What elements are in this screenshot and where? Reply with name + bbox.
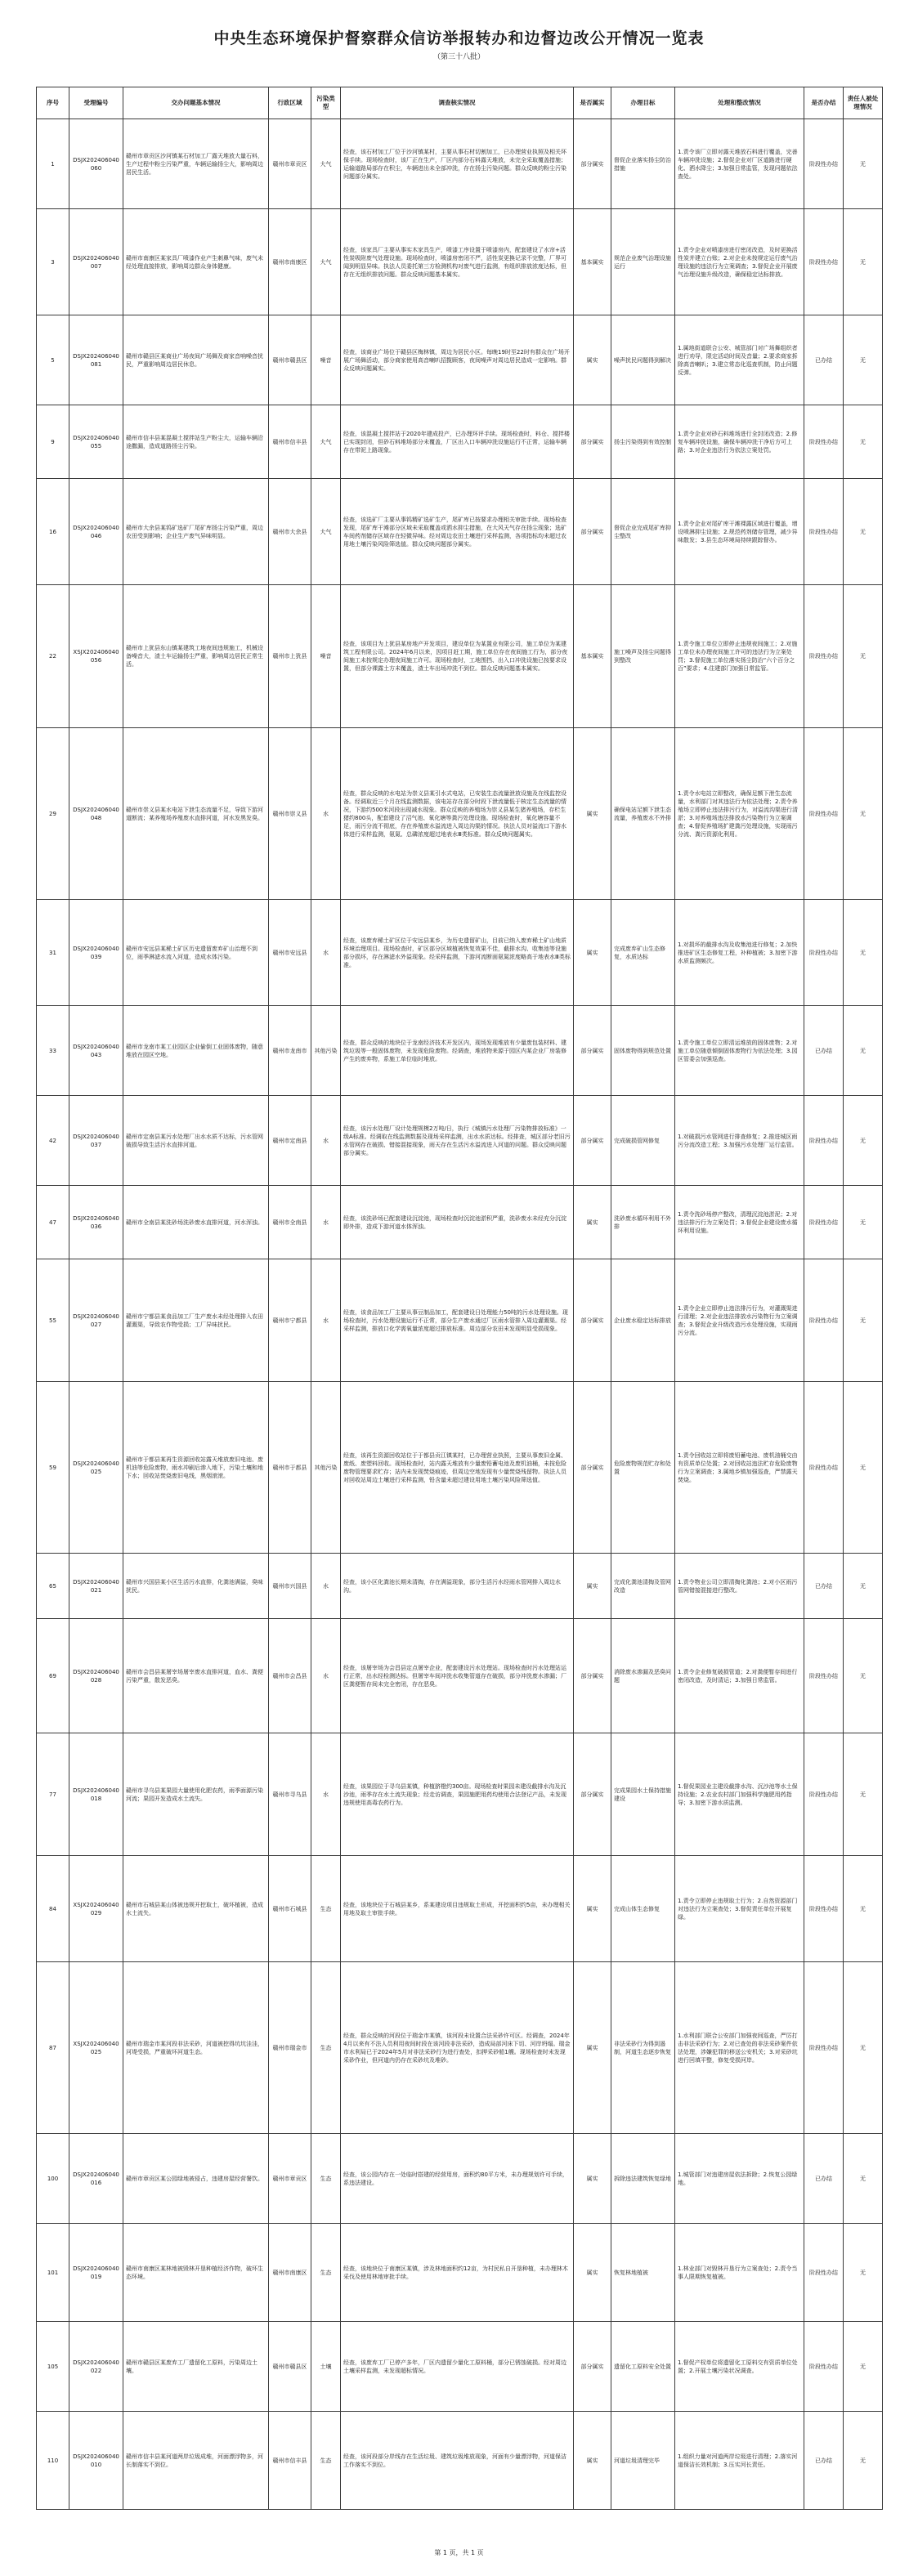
cell-administrative-region: 赣州市章贡区 <box>269 2134 311 2224</box>
cell-rectification-measures: 1.督促果园业主建设截排水沟、沉沙池等水土保持设施；2.农业农村部门加强科学施肥用药指导；3.加密下游水质监测。 <box>675 1733 804 1856</box>
cell-complaint-summary: 赣州市于都县某再生资源回收站露天堆放废旧电池、废机油等危险废物，雨水冲刷后渗入地下，污染土壤和地下水；回收站焚烧废旧电线，黑烟滚滚。 <box>123 1382 269 1554</box>
header-rectification-measures: 处理和整改情况 <box>675 87 804 119</box>
cell-receipt-number: DSJX202406040081 <box>69 315 123 405</box>
cell-administrative-region: 赣州市石城县 <box>269 1856 311 1962</box>
cell-complaint-summary: 赣州市兴国县某小区生活污水直排，化粪池满溢，臭味扰民。 <box>123 1554 269 1619</box>
cell-complaint-summary: 赣州市龙南市某工业园区企业偷倒工业固体废物，随意堆放在园区空地。 <box>123 1006 269 1096</box>
cell-administrative-region: 赣州市上犹县 <box>269 585 311 728</box>
cell-administrative-region: 赣州市会昌县 <box>269 1619 311 1733</box>
cell-verification-result: 属实 <box>574 1962 611 2134</box>
cell-rectification-measures: 1.督促产权单位将遗留化工原料交有资质单位处置；2.开展土壤污染状况调查。 <box>675 2322 804 2412</box>
cell-handling-goal: 非法采砂行为得到遏制，河道生态逐步恢复 <box>611 1962 675 2134</box>
cell-receipt-number: XSJX202406040025 <box>69 1962 123 2134</box>
cell-completion-status: 阶段性办结 <box>804 1962 844 2134</box>
cell-verification-result: 属实 <box>574 900 611 1006</box>
cell-accountability: 无 <box>844 1733 883 1856</box>
cell-accountability: 无 <box>844 119 883 209</box>
cell-complaint-summary: 赣州市南康区某家具厂喷漆作业产生刺鼻气味，废气未经处理直接排放，影响周边群众身体健康。 <box>123 209 269 315</box>
cell-complaint-summary: 赣州市信丰县某混凝土搅拌站生产粉尘大，运输车辆沿途撒漏，造成道路扬尘污染。 <box>123 405 269 479</box>
cell-investigation-findings: 经查，该再生资源回收站位于于都县贡江镇某村，已办理营业执照，主要从事废旧金属、废纸、废塑料回收。现场检查时，站内露天堆放有少量废铅蓄电池及废机油桶，未按危险废物管理要求贮存；站内未发现焚烧痕迹，但周边空地发现有少量焚烧残留物。执法人员对回收站周边土壤进行采样监测，铅含量未超过建设用地土壤污染风险筛选值。 <box>341 1382 574 1554</box>
cell-administrative-region: 赣州市于都县 <box>269 1382 311 1554</box>
cell-handling-goal: 完成果园水土保持措施建设 <box>611 1733 675 1856</box>
cell-completion-status: 阶段性办结 <box>804 405 844 479</box>
table-row <box>37 1259 883 1382</box>
cell-investigation-findings: 经查，该小区化粪池长期未清掏，存在满溢现象，部分生活污水经雨水管网排入周边水沟。 <box>341 1554 574 1619</box>
cell-complaint-summary: 赣州市崇义县某水电站下泄生态流量不足，导致下游河道断流；某养殖场养殖废水直排河道，河水发黑发臭。 <box>123 728 269 900</box>
page-footer: 第 1 页，共 1 页 <box>434 2549 484 2556</box>
cell-rectification-measures: 1.水利部门联合公安部门加强夜间巡查，严厉打击非法采砂行为；2.对已查处的非法采砂案件依法处理，涉嫌犯罪的移送公安机关；3.对采砂坑进行回填平整，修复受损河岸。 <box>675 1962 804 2134</box>
cell-accountability: 无 <box>844 2224 883 2322</box>
cell-serial-number: 1 <box>37 119 69 209</box>
cell-receipt-number: DSJX202406040025 <box>69 1382 123 1554</box>
cell-receipt-number: DSJX202406040028 <box>69 1619 123 1733</box>
cell-complaint-summary: 赣州市赣县区某废弃工厂遗留化工原料，污染周边土壤。 <box>123 2322 269 2412</box>
cell-handling-goal: 规范企业废气治理设施运行 <box>611 209 675 315</box>
cell-receipt-number: DSJX202406040037 <box>69 1096 123 1186</box>
cell-serial-number: 31 <box>37 900 69 1006</box>
header-pollution-type: 污染类型 <box>311 87 341 119</box>
cell-completion-status: 阶段性办结 <box>804 1382 844 1554</box>
cell-complaint-summary: 赣州市信丰县某河道两岸垃圾成堆，河面漂浮物多，河长制落实不到位。 <box>123 2412 269 2510</box>
cell-administrative-region: 赣州市兴国县 <box>269 1554 311 1619</box>
cell-complaint-summary: 赣州市石城县某山体被违规开挖取土，破坏植被，造成水土流失。 <box>123 1856 269 1962</box>
cell-completion-status: 阶段性办结 <box>804 1733 844 1856</box>
cell-serial-number: 5 <box>37 315 69 405</box>
cell-investigation-findings: 经查，该洗砂场已配套建设沉淀池，现场检查时沉淀池淤积严重，洗砂废水未经充分沉淀即外排，造成下游河道水体浑浊。 <box>341 1186 574 1259</box>
table-row <box>37 479 883 585</box>
cell-rectification-measures: 1.责令企业修复破损管道；2.对粪便暂存间进行密闭改造，及时清运；3.加强日常监管。 <box>675 1619 804 1733</box>
cell-verification-result: 部分属实 <box>574 1006 611 1096</box>
complaint-table <box>36 87 883 2510</box>
cell-complaint-summary: 赣州市寻乌县某果园大量使用化肥农药，雨季面源污染河流；果园开发造成水土流失。 <box>123 1733 269 1856</box>
cell-receipt-number: DSJX202406040007 <box>69 209 123 315</box>
cell-completion-status: 阶段性办结 <box>804 1096 844 1186</box>
cell-administrative-region: 赣州市寻乌县 <box>269 1733 311 1856</box>
cell-pollution-type: 噪音 <box>311 315 341 405</box>
cell-rectification-measures: 1.林业部门对毁林开垦行为立案查处；2.责令当事人限期恢复植被。 <box>675 2224 804 2322</box>
cell-administrative-region: 赣州市章贡区 <box>269 119 311 209</box>
cell-administrative-region: 赣州市赣县区 <box>269 2322 311 2412</box>
cell-administrative-region: 赣州市赣县区 <box>269 315 311 405</box>
table-row <box>37 1382 883 1554</box>
cell-verification-result: 属实 <box>574 1856 611 1962</box>
table-row <box>37 209 883 315</box>
cell-accountability: 无 <box>844 479 883 585</box>
cell-pollution-type: 水 <box>311 900 341 1006</box>
cell-accountability: 无 <box>844 1619 883 1733</box>
cell-administrative-region: 赣州市宁都县 <box>269 1259 311 1382</box>
cell-accountability: 无 <box>844 1006 883 1096</box>
table-row <box>37 2412 883 2510</box>
cell-investigation-findings: 经查，该家具厂主要从事实木家具生产，喷漆工序设置于喷漆房内，配套建设了水帘+活性炭吸附废气处理设施。现场检查时，喷漆房密闭不严，活性炭更换记录不完整，厂界可闻到明显异味。执法人员委托第三方检测机构对废气进行监测，有组织排放浓度达标，但存在无组织排放问题。群众反映问题基本属实。 <box>341 209 574 315</box>
cell-pollution-type: 水 <box>311 1096 341 1186</box>
cell-completion-status: 阶段性办结 <box>804 900 844 1006</box>
cell-verification-result: 部分属实 <box>574 1259 611 1382</box>
cell-verification-result: 属实 <box>574 728 611 900</box>
cell-investigation-findings: 经查，该河段部分岸线存在生活垃圾、建筑垃圾堆放现象，河面有少量漂浮物，河道保洁工作落实不到位。 <box>341 2412 574 2510</box>
cell-completion-status: 阶段性办结 <box>804 479 844 585</box>
cell-serial-number: 110 <box>37 2412 69 2510</box>
cell-accountability: 无 <box>844 728 883 900</box>
cell-handling-goal: 督促企业落实扬尘防治措施 <box>611 119 675 209</box>
cell-accountability: 无 <box>844 2412 883 2510</box>
cell-completion-status: 阶段性办结 <box>804 119 844 209</box>
cell-handling-goal: 洗砂废水循环利用不外排 <box>611 1186 675 1259</box>
cell-complaint-summary: 赣州市章贡区沙河镇某石材加工厂露天堆放大量石料，生产过程中粉尘污染严重，车辆运输扬尘大，影响周边居民生活。 <box>123 119 269 209</box>
cell-pollution-type: 大气 <box>311 405 341 479</box>
cell-investigation-findings: 经查，群众反映的河段位于瑞金市某镇，该河段未设置合法采砂许可区。经调查，2024年4月以来有不法人员利用夜间时段在该河段非法采砂，造成局部河床下切、河岸坍塌。瑞金市水利局已于2024年5月对非法采砂行为进行查处，扣押采砂船1艘。现场检查时未发现采砂作业，但河道内仍存在采砂坑及堆砂。 <box>341 1962 574 2134</box>
cell-pollution-type: 水 <box>311 728 341 900</box>
cell-verification-result: 部分属实 <box>574 479 611 585</box>
cell-serial-number: 42 <box>37 1096 69 1186</box>
cell-handling-goal: 拆除违法建筑恢复绿地 <box>611 2134 675 2224</box>
cell-handling-goal: 危险废物规范贮存和处置 <box>611 1382 675 1554</box>
cell-investigation-findings: 经查，该公园内存在一处临时搭建的经营用房，面积约80平方米，未办理规划许可手续，系违法建设。 <box>341 2134 574 2224</box>
cell-rectification-measures: 1.城管部门对违建房屋依法拆除；2.恢复公园绿地。 <box>675 2134 804 2224</box>
cell-rectification-measures: 1.责令回收站立即将废铅蓄电池、废机油桶交由有资质单位处置；2.对回收站违法贮存危险废物行为立案调查；3.属地乡镇加强巡查，严禁露天焚烧。 <box>675 1382 804 1554</box>
table-row <box>37 585 883 728</box>
cell-handling-goal: 河道垃圾清理完毕 <box>611 2412 675 2510</box>
cell-receipt-number: DSJX202406040046 <box>69 479 123 585</box>
cell-accountability: 无 <box>844 900 883 1006</box>
cell-rectification-measures: 1.责令企业对喷漆房进行密闭改造，及时更换活性炭并建立台账；2.对企业未按规定运行废气治理设施的违法行为立案调查；3.督促企业开展废气治理设施升级改造，确保稳定达标排放。 <box>675 209 804 315</box>
header-accountability: 责任人被处理情况 <box>844 87 883 119</box>
table-row <box>37 119 883 209</box>
cell-serial-number: 105 <box>37 2322 69 2412</box>
cell-administrative-region: 赣州市定南县 <box>269 1096 311 1186</box>
cell-handling-goal: 噪声扰民问题得到解决 <box>611 315 675 405</box>
cell-accountability: 无 <box>844 2322 883 2412</box>
cell-pollution-type: 水 <box>311 1259 341 1382</box>
cell-investigation-findings: 经查，该商业广场位于赣县区梅林镇，周边为居民小区。每晚19时至22时有群众在广场开展广场舞活动，部分商家使用高音喇叭招揽顾客，夜间噪声对周边居民造成一定影响。群众反映问题属实。 <box>341 315 574 405</box>
cell-serial-number: 3 <box>37 209 69 315</box>
cell-verification-result: 部分属实 <box>574 1619 611 1733</box>
cell-serial-number: 16 <box>37 479 69 585</box>
cell-verification-result: 部分属实 <box>574 119 611 209</box>
cell-verification-result: 部分属实 <box>574 1382 611 1554</box>
cell-administrative-region: 赣州市南康区 <box>269 209 311 315</box>
cell-verification-result: 属实 <box>574 315 611 405</box>
page-title: 中央生态环境保护督察群众信访举报转办和边督边改公开情况一览表 <box>213 29 705 47</box>
table-row <box>37 1733 883 1856</box>
cell-handling-goal: 恢复林地植被 <box>611 2224 675 2322</box>
cell-complaint-summary: 赣州市南康区某林地被毁林开垦种植经济作物，破坏生态环境。 <box>123 2224 269 2322</box>
table-row <box>37 2134 883 2224</box>
cell-verification-result: 属实 <box>574 1554 611 1619</box>
cell-rectification-measures: 1.对损坏的截排水沟及收集池进行修复；2.加快推进矿区生态修复工程，补种植被；3.加密下游水质监测频次。 <box>675 900 804 1006</box>
cell-serial-number: 84 <box>37 1856 69 1962</box>
cell-rectification-measures: 1.责令水电站立即整改，确保足额下泄生态流量，水利部门对其违法行为依法处理；2.责令养殖场立即停止违法排污行为，对溢流沟渠进行清淤；3.对养殖场违法排放水污染物行为立案调查；4.督促养殖场扩建粪污处理设施，实现雨污分流、粪污资源化利用。 <box>675 728 804 900</box>
cell-rectification-measures: 1.责令洗砂场停产整改，清理沉淀池淤泥；2.对违法排污行为立案处罚；3.督促企业建设废水循环利用设施。 <box>675 1186 804 1259</box>
cell-investigation-findings: 经查，该果园位于寻乌县某镇，种植脐橙约300亩。现场检查时果园未建设截排水沟及沉沙池，雨季存在水土流失现象；经走访调查，果园施肥用药均使用合法登记产品，未发现违规使用高毒农药行为。 <box>341 1733 574 1856</box>
cell-investigation-findings: 经查，该石材加工厂位于沙河镇某村，主要从事石材切割加工，已办理营业执照及相关环保手续。现场检查时，该厂正在生产，厂区内部分石料露天堆放，未完全采取覆盖措施；运输道路局部存在积尘，车辆进出未全部冲洗，存在扬尘污染问题。群众反映的粉尘污染问题部分属实。 <box>341 119 574 209</box>
cell-complaint-summary: 赣州市会昌县某屠宰场屠宰废水直排河道，血水、粪便污染严重，散发恶臭。 <box>123 1619 269 1733</box>
cell-rectification-measures: 1.责令企业对砂石料堆场进行全封闭改造；2.修复车辆冲洗设施，确保车辆冲洗干净后方可上路；3.对企业违法行为依法立案处罚。 <box>675 405 804 479</box>
cell-administrative-region: 赣州市全南县 <box>269 1186 311 1259</box>
cell-completion-status: 已办结 <box>804 315 844 405</box>
cell-receipt-number: DSJX202406040018 <box>69 1733 123 1856</box>
cell-complaint-summary: 赣州市全南县某洗砂场洗砂废水直排河道，河水浑浊。 <box>123 1186 269 1259</box>
cell-administrative-region: 赣州市信丰县 <box>269 2412 311 2510</box>
cell-verification-result: 部分属实 <box>574 1096 611 1186</box>
cell-administrative-region: 赣州市信丰县 <box>269 405 311 479</box>
table-row <box>37 1186 883 1259</box>
cell-verification-result: 属实 <box>574 2412 611 2510</box>
header-handling-goal: 办理目标 <box>611 87 675 119</box>
cell-pollution-type: 大气 <box>311 119 341 209</box>
cell-pollution-type: 大气 <box>311 209 341 315</box>
cell-serial-number: 29 <box>37 728 69 900</box>
cell-handling-goal: 完成山体生态修复 <box>611 1856 675 1962</box>
cell-investigation-findings: 经查，该混凝土搅拌站于2020年建成投产，已办理环评手续。现场检查时，料仓、搅拌楼已实现封闭，但砂石料堆场部分未覆盖，厂区出入口车辆冲洗设施运行不正常，运输车辆存在带泥上路现象。 <box>341 405 574 479</box>
table-body <box>37 119 883 2510</box>
cell-verification-result: 部分属实 <box>574 1733 611 1856</box>
cell-pollution-type: 其他污染 <box>311 1006 341 1096</box>
cell-administrative-region: 赣州市崇义县 <box>269 728 311 900</box>
cell-serial-number: 65 <box>37 1554 69 1619</box>
table-row <box>37 405 883 479</box>
cell-investigation-findings: 经查，该废弃工厂已停产多年，厂区内遗留少量化工原料桶，部分已锈蚀破损。经对周边土壤采样监测，未发现超标情况。 <box>341 2322 574 2412</box>
cell-completion-status: 已办结 <box>804 2412 844 2510</box>
header-verification-result: 是否属实 <box>574 87 611 119</box>
cell-receipt-number: DSJX202406040021 <box>69 1554 123 1619</box>
cell-receipt-number: DSJX202406040019 <box>69 2224 123 2322</box>
cell-accountability: 无 <box>844 585 883 728</box>
cell-investigation-findings: 经查，该污水处理厂设计处理规模2万吨/日，执行《城镇污水处理厂污染物排放标准》一级A标准。经调取在线监测数据及现场采样监测，出水水质达标。经排查，城区部分老旧污水管网存在破损、错接混接现象，雨天存在生活污水溢流进入河道的问题。群众反映问题部分属实。 <box>341 1096 574 1186</box>
table-row <box>37 315 883 405</box>
cell-serial-number: 100 <box>37 2134 69 2224</box>
cell-completion-status: 阶段性办结 <box>804 1186 844 1259</box>
cell-receipt-number: XSJX202406040029 <box>69 1856 123 1962</box>
cell-rectification-measures: 1.责令物业公司立即清掏化粪池；2.对小区雨污管网错接混接进行整改。 <box>675 1554 804 1619</box>
cell-accountability: 无 <box>844 1096 883 1186</box>
cell-investigation-findings: 经查，该地块位于南康区某镇，涉及林地面积约12亩，为村民私自开垦种植，未办理林木采伐及使用林地审批手续。 <box>341 2224 574 2322</box>
cell-complaint-summary: 赣州市安远县某稀土矿区历史遗留废弃矿山治理不到位，雨季淋滤水流入河道，造成水体污染。 <box>123 900 269 1006</box>
cell-accountability: 无 <box>844 209 883 315</box>
cell-verification-result: 属实 <box>574 1186 611 1259</box>
cell-administrative-region: 赣州市瑞金市 <box>269 1962 311 2134</box>
cell-accountability: 无 <box>844 315 883 405</box>
cell-receipt-number: DSJX202406040027 <box>69 1259 123 1382</box>
cell-completion-status: 阶段性办结 <box>804 2224 844 2322</box>
cell-receipt-number: DSJX202406040048 <box>69 728 123 900</box>
cell-verification-result: 基本属实 <box>574 209 611 315</box>
cell-handling-goal: 固体废物得到规范处置 <box>611 1006 675 1096</box>
cell-pollution-type: 水 <box>311 1554 341 1619</box>
cell-verification-result: 基本属实 <box>574 585 611 728</box>
header-investigation-findings: 调查核实情况 <box>341 87 574 119</box>
table-row <box>37 728 883 900</box>
table-header-row <box>37 87 883 119</box>
cell-accountability: 无 <box>844 1856 883 1962</box>
cell-receipt-number: DSJX202406040060 <box>69 119 123 209</box>
cell-completion-status: 阶段性办结 <box>804 585 844 728</box>
cell-serial-number: 59 <box>37 1382 69 1554</box>
cell-accountability: 无 <box>844 1382 883 1554</box>
cell-completion-status: 阶段性办结 <box>804 728 844 900</box>
cell-rectification-measures: 1.属地街道联合公安、城管部门对广场舞组织者进行劝导，限定活动时间及音量；2.要求商家拆除高音喇叭；3.建立常态化巡查机制，防止问题反弹。 <box>675 315 804 405</box>
cell-investigation-findings: 经查，该屠宰场为会昌县定点屠宰企业，配套建设污水处理站。现场检查时污水处理站运行正常，出水经检测达标。但屠宰车间冲洗水收集管道存在破损，部分冲洗废水渗漏；厂区粪便暂存间未完全密闭，存在恶臭。 <box>341 1619 574 1733</box>
cell-pollution-type: 其他污染 <box>311 1382 341 1554</box>
cell-pollution-type: 大气 <box>311 479 341 585</box>
cell-handling-goal: 消除废水渗漏及恶臭问题 <box>611 1619 675 1733</box>
cell-accountability: 无 <box>844 1186 883 1259</box>
cell-serial-number: 9 <box>37 405 69 479</box>
cell-verification-result: 属实 <box>574 2224 611 2322</box>
cell-pollution-type: 水 <box>311 1619 341 1733</box>
cell-complaint-summary: 赣州市定南县某污水处理厂出水水质不达标，污水管网破损导致生活污水直排河道。 <box>123 1096 269 1186</box>
cell-receipt-number: XSJX202406040056 <box>69 585 123 728</box>
cell-serial-number: 77 <box>37 1733 69 1856</box>
cell-rectification-measures: 1.责令该厂立即对露天堆放石料进行覆盖，完善车辆冲洗设施；2.督促企业对厂区道路进行硬化、洒水降尘；3.加强日常监管，发现问题依法查处。 <box>675 119 804 209</box>
cell-complaint-summary: 赣州市赣县区某商业广场夜间广场舞及商家音响噪音扰民，严重影响周边居民休息。 <box>123 315 269 405</box>
table-row <box>37 1006 883 1096</box>
cell-investigation-findings: 经查，该选矿厂主要从事钨精矿选矿生产，尾矿库已按要求办理相关审批手续。现场检查发现，尾矿库干滩部分区域未采取覆盖或洒水抑尘措施，在大风天气存在扬尘现象；选矿车间药剂储存区域存在轻微异味。经对周边农田土壤进行采样监测，各项指标均未超过农用地土壤污染风险筛选值。群众反映问题部分属实。 <box>341 479 574 585</box>
header-complaint-summary: 交办问题基本情况 <box>123 87 269 119</box>
cell-administrative-region: 赣州市大余县 <box>269 479 311 585</box>
cell-complaint-summary: 赣州市宁都县某食品加工厂生产废水未经处理排入农田灌溉渠，导致农作物受损；工厂异味扰民。 <box>123 1259 269 1382</box>
cell-handling-goal: 遗留化工原料安全处置 <box>611 2322 675 2412</box>
cell-verification-result: 部分属实 <box>574 2322 611 2412</box>
cell-complaint-summary: 赣州市章贡区某公园绿地被侵占，违建房屋经营餐饮。 <box>123 2134 269 2224</box>
cell-serial-number: 69 <box>37 1619 69 1733</box>
cell-rectification-measures: 1.责令施工单位立即清运堆放的固体废物；2.对施工单位随意倾倒固体废物行为依法处理；3.园区管委会加强巡查。 <box>675 1006 804 1096</box>
cell-serial-number: 33 <box>37 1006 69 1096</box>
cell-receipt-number: DSJX202406040036 <box>69 1186 123 1259</box>
table-row <box>37 1962 883 2134</box>
cell-investigation-findings: 经查，群众反映的地块位于龙南经济技术开发区内，现场发现堆放有少量废包装材料、建筑垃圾等一般固体废物，未发现危险废物。经调查，堆放物来源于园区内某企业厂房装修产生的废弃物，系施工单位临时堆放。 <box>341 1006 574 1096</box>
cell-completion-status: 阶段性办结 <box>804 2322 844 2412</box>
cell-investigation-findings: 经查，该项目为上犹县某房地产开发项目，建设单位为某置业有限公司，施工单位为某建筑工程有限公司。2024年6月以来，因项目赶工期，施工单位存在夜间施工行为，部分夜间施工未按规定办理夜间施工许可。现场检查时，工地围挡、出入口冲洗设施已按要求设置，但部分裸露土方未覆盖，渣土车出场冲洗不到位。群众反映问题基本属实。 <box>341 585 574 728</box>
cell-handling-goal: 完成化粪池清掏及管网改造 <box>611 1554 675 1619</box>
cell-receipt-number: DSJX202406040055 <box>69 405 123 479</box>
cell-rectification-measures: 1.责令立即停止违规取土行为；2.自然资源部门对违法行为立案查处；3.督促责任单位开展复绿。 <box>675 1856 804 1962</box>
cell-pollution-type: 噪音 <box>311 585 341 728</box>
table-row <box>37 1619 883 1733</box>
cell-rectification-measures: 1.组织力量对河道两岸垃圾进行清理；2.落实河道保洁长效机制；3.压实河长责任。 <box>675 2412 804 2510</box>
cell-pollution-type: 土壤 <box>311 2322 341 2412</box>
cell-investigation-findings: 经查，该食品加工厂主要从事豆制品加工，配套建设日处理能力50吨的污水处理设施。现场检查时，污水处理设施运行不正常，部分生产废水通过厂区雨水管排入周边灌溉渠。经采样监测，排放口化学需氧量浓度超过排放标准。周边部分农田未发现明显受损现象。 <box>341 1259 574 1382</box>
cell-rectification-measures: 1.责令施工单位立即停止违规夜间施工；2.对施工单位未办理夜间施工许可的违法行为立案处罚；3.督促施工单位落实扬尘防治“六个百分之百”要求；4.住建部门加强日常监管。 <box>675 585 804 728</box>
cell-handling-goal: 扬尘污染得到有效控制 <box>611 405 675 479</box>
cell-accountability: 无 <box>844 1259 883 1382</box>
header-completion-status: 是否办结 <box>804 87 844 119</box>
cell-pollution-type: 生态 <box>311 2134 341 2224</box>
cell-completion-status: 已办结 <box>804 2134 844 2224</box>
cell-complaint-summary: 赣州市大余县某钨矿选矿厂尾矿库扬尘污染严重，周边农田受到影响；企业生产废气异味明显。 <box>123 479 269 585</box>
table-row <box>37 900 883 1006</box>
cell-verification-result: 部分属实 <box>574 405 611 479</box>
cell-pollution-type: 生态 <box>311 1856 341 1962</box>
cell-handling-goal: 企业废水稳定达标排放 <box>611 1259 675 1382</box>
cell-handling-goal: 确保电站足额下泄生态流量，养殖废水不外排 <box>611 728 675 900</box>
cell-receipt-number: DSJX202406040043 <box>69 1006 123 1096</box>
header-receipt-number: 受理编号 <box>69 87 123 119</box>
cell-handling-goal: 完成废弃矿山生态修复，水质达标 <box>611 900 675 1006</box>
cell-receipt-number: DSJX202406040022 <box>69 2322 123 2412</box>
cell-accountability: 无 <box>844 1554 883 1619</box>
cell-serial-number: 47 <box>37 1186 69 1259</box>
table-row <box>37 1554 883 1619</box>
cell-pollution-type: 生态 <box>311 2224 341 2322</box>
cell-administrative-region: 赣州市龙南市 <box>269 1006 311 1096</box>
cell-completion-status: 已办结 <box>804 1006 844 1096</box>
cell-serial-number: 87 <box>37 1962 69 2134</box>
header-serial-number: 序号 <box>37 87 69 119</box>
cell-handling-goal: 督促企业完成尾矿库抑尘整改 <box>611 479 675 585</box>
cell-accountability: 无 <box>844 2134 883 2224</box>
cell-verification-result: 属实 <box>574 2134 611 2224</box>
cell-completion-status: 阶段性办结 <box>804 209 844 315</box>
cell-receipt-number: DSJX202406040010 <box>69 2412 123 2510</box>
cell-complaint-summary: 赣州市上犹县东山镇某建筑工地夜间违规施工，机械设备噪音大，渣土车运输扬尘严重，影响周边居民正常生活。 <box>123 585 269 728</box>
cell-serial-number: 55 <box>37 1259 69 1382</box>
cell-completion-status: 阶段性办结 <box>804 1259 844 1382</box>
cell-pollution-type: 生态 <box>311 1962 341 2134</box>
cell-serial-number: 22 <box>37 585 69 728</box>
cell-administrative-region: 赣州市南康区 <box>269 2224 311 2322</box>
cell-rectification-measures: 1.对破损污水管网进行排查修复；2.推进城区雨污分流改造工程；3.加强污水处理厂运行监管。 <box>675 1096 804 1186</box>
cell-pollution-type: 水 <box>311 1733 341 1856</box>
cell-handling-goal: 完成破损管网修复 <box>611 1096 675 1186</box>
cell-receipt-number: DSJX202406040039 <box>69 900 123 1006</box>
cell-pollution-type: 生态 <box>311 2412 341 2510</box>
cell-receipt-number: DSJX202406040016 <box>69 2134 123 2224</box>
cell-accountability: 无 <box>844 1962 883 2134</box>
table-row <box>37 2224 883 2322</box>
cell-administrative-region: 赣州市安远县 <box>269 900 311 1006</box>
table-row <box>37 1096 883 1186</box>
table-row <box>37 1856 883 1962</box>
cell-rectification-measures: 1.责令企业立即停止违法排污行为，对灌溉渠进行清理；2.对企业违法排放水污染物行为立案调查；3.督促企业升级改造污水处理设施，实现雨污分流。 <box>675 1259 804 1382</box>
cell-investigation-findings: 经查，群众反映的水电站为崇义县某引水式电站，已安装生态流量泄放设施及在线监控设备。经调取近三个月在线监测数据，该电站存在部分时段下泄流量低于核定生态流量的情况，下游约500米河段出现减水现象。群众反映的养殖场为崇义县某生猪养殖场，存栏生猪约800头，配套建设了沼气池、氧化塘等粪污处理设施。现场检查时，氧化塘容量不足，雨污分流不彻底，存在养殖废水溢流进入周边沟渠的情况。执法人员对溢流口下游水体进行采样监测，氨氮、总磷浓度超过地表水Ⅲ类标准。群众反映问题属实。 <box>341 728 574 900</box>
cell-handling-goal: 施工噪声及扬尘问题得到整改 <box>611 585 675 728</box>
cell-investigation-findings: 经查，该地块位于石城县某乡，系某建设项目违规取土形成，开挖面积约5亩，未办理相关用地及取土审批手续。 <box>341 1856 574 1962</box>
cell-complaint-summary: 赣州市瑞金市某河段非法采砂，河道被挖得坑坑洼洼，河堤受损，严重破坏河道生态。 <box>123 1962 269 2134</box>
table-row <box>37 2322 883 2412</box>
cell-completion-status: 阶段性办结 <box>804 1619 844 1733</box>
cell-serial-number: 101 <box>37 2224 69 2322</box>
cell-rectification-measures: 1.责令企业对尾矿库干滩裸露区域进行覆盖，增设喷淋抑尘设施；2.规范药剂储存管理，减少异味散发；3.县生态环境局持续跟踪督办。 <box>675 479 804 585</box>
cell-accountability: 无 <box>844 405 883 479</box>
cell-investigation-findings: 经查，该废弃稀土矿区位于安远县某乡，为历史遗留矿山，目前已纳入废弃稀土矿山地质环境治理项目。现场检查时，矿区部分区域植被恢复效果不佳，截排水沟、收集池等设施部分损坏，存在淋滤水外溢现象。经采样监测，下游河流断面氨氮浓度略高于地表水Ⅲ类标准。 <box>341 900 574 1006</box>
page-subtitle: （第三十八批） <box>432 53 485 61</box>
cell-pollution-type: 水 <box>311 1186 341 1259</box>
cell-completion-status: 阶段性办结 <box>804 1856 844 1962</box>
cell-completion-status: 已办结 <box>804 1554 844 1619</box>
header-administrative-region: 行政区域 <box>269 87 311 119</box>
